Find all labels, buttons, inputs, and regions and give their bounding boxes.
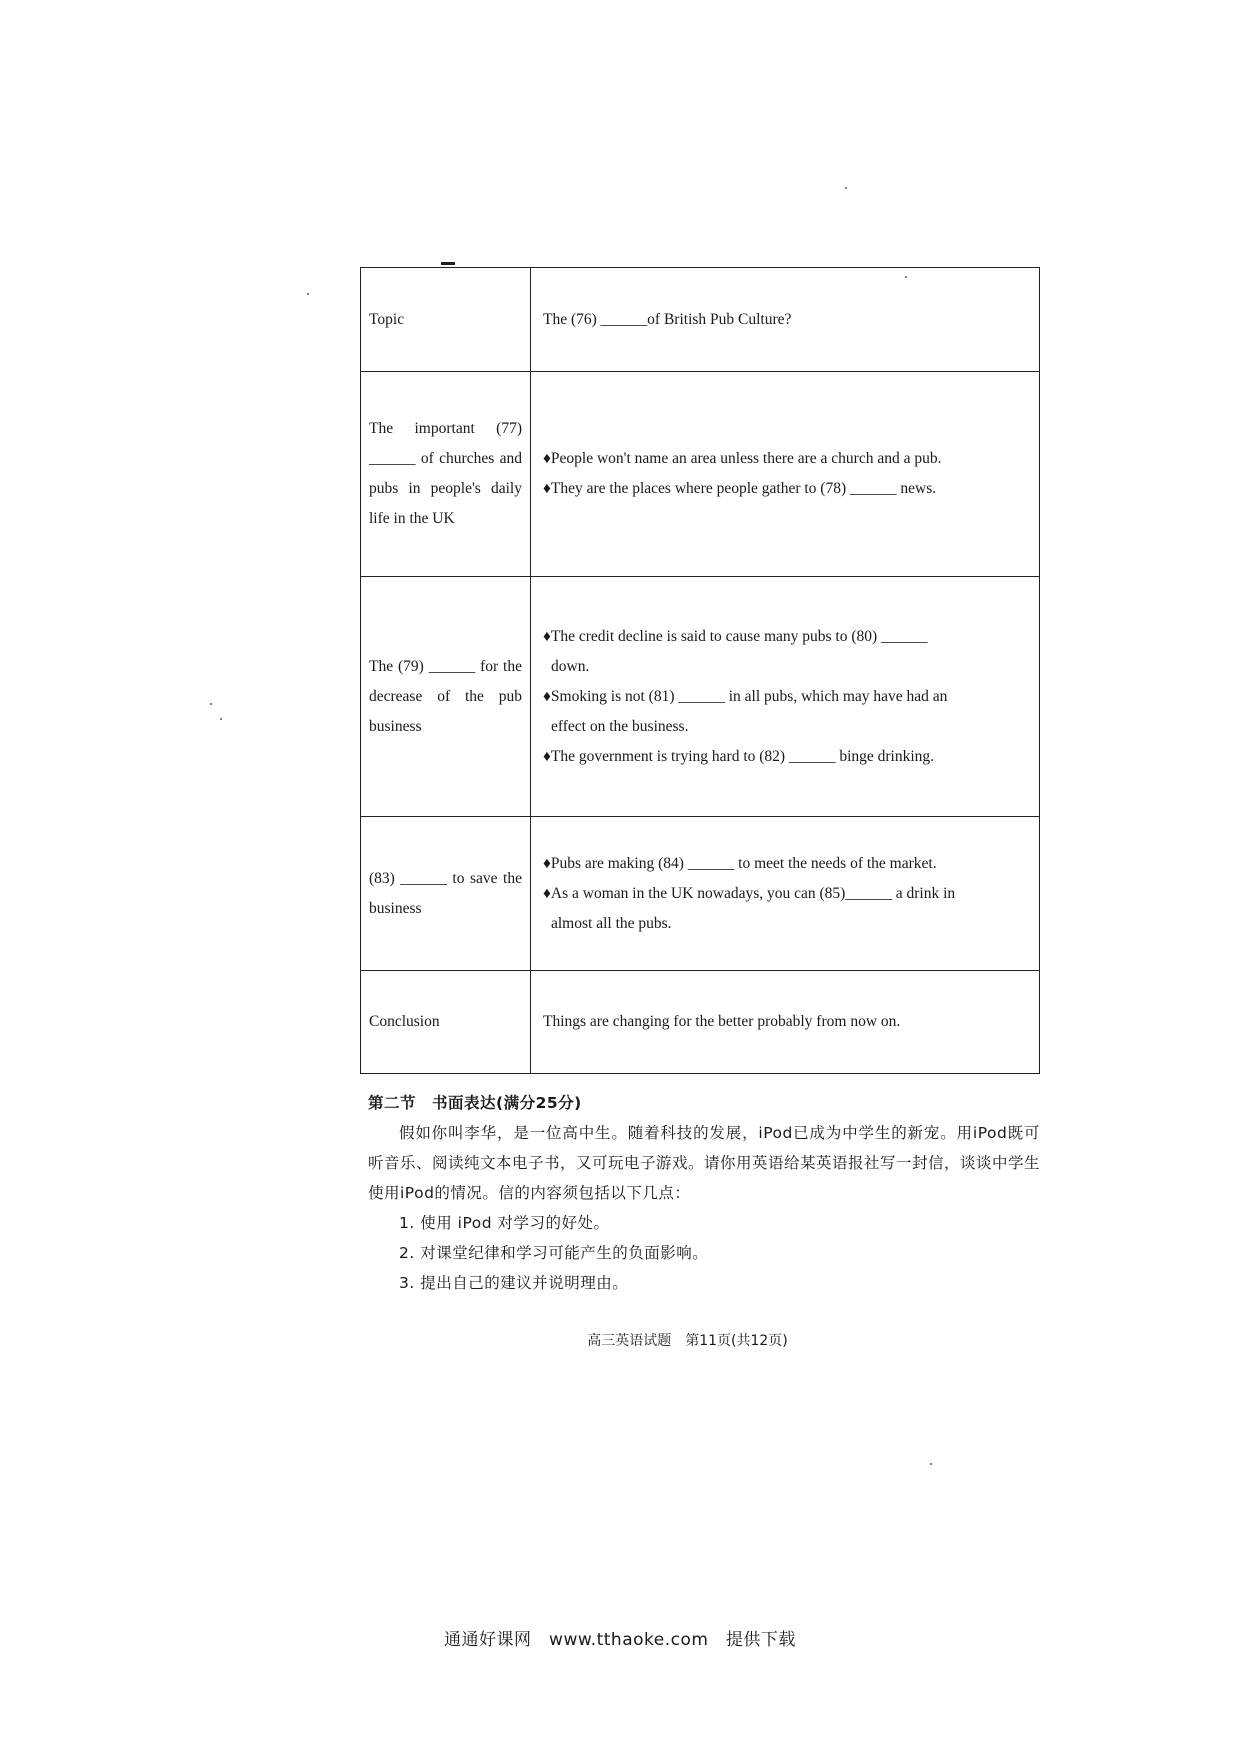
measures-label: (83) ______ to save the business [361, 817, 531, 971]
writing-heading: 第二节 书面表达(满分25分) [368, 1094, 582, 1112]
role-label: The important (77) ______ of churches and pubs in people's daily life in the UK [361, 372, 531, 577]
reasons-label: The (79) ______ for the decrease of the pub business [361, 577, 531, 817]
writing-section [368, 1088, 1040, 1298]
scan-speck [905, 276, 907, 278]
scan-speck [210, 703, 212, 705]
conclusion-label: Conclusion [361, 971, 531, 1074]
reasons-content [531, 577, 1040, 817]
writing-point-3: 3. 提出自己的建议并说明理由。 [399, 1274, 629, 1292]
role-content [531, 372, 1040, 577]
table-row-role [361, 372, 1040, 577]
reasons-bullet-2-cont: effect on the business. [551, 717, 689, 735]
measures-bullet-2-cont: almost all the pubs. [551, 914, 672, 932]
measures-bullet-2-first: ♦As a woman in the UK nowadays, you can (85)______ a drink in [543, 884, 956, 902]
measures-bullet-2 [543, 879, 1029, 939]
outline-table [360, 267, 1040, 1074]
measures-bullet-1 [543, 849, 1029, 879]
download-footer: 通通好课网 www.tthaoke.com 提供下载 [444, 1630, 796, 1650]
writing-point-2: 2. 对课堂纪律和学习可能产生的负面影响。 [399, 1244, 709, 1262]
role-bullet-2: ♦They are the places where people gather to (78) ______ news. [543, 480, 937, 497]
scan-speck [220, 718, 222, 720]
writing-point-1: 1. 使用 iPod 对学习的好处。 [399, 1214, 610, 1232]
reasons-bullet-2-first: ♦Smoking is not (81) ______ in all pubs, which may have had an [543, 687, 948, 705]
reasons-bullet-2 [543, 682, 1029, 742]
scan-speck [930, 1463, 932, 1465]
topic-text: The (76) ______of British Pub Culture? [531, 268, 1040, 372]
table-row-reasons [361, 577, 1040, 817]
scan-speck [307, 293, 309, 295]
scan-mark [441, 262, 455, 265]
table-row-topic [361, 268, 1040, 372]
measures-content [531, 817, 1040, 971]
role-bullet-1: ♦People won't name an area unless there are a church and a pub. [543, 450, 942, 467]
measures-bullet-1-first: ♦Pubs are making (84) ______ to meet the needs of the market. [543, 854, 937, 872]
reasons-bullet-1-cont: down. [551, 657, 590, 675]
reasons-bullet-1 [543, 622, 1029, 682]
table-row-measures [361, 817, 1040, 971]
conclusion-text: Things are changing for the better probably from now on. [531, 971, 1040, 1074]
writing-prompt: 假如你叫李华，是一位高中生。随着科技的发展，iPod已成为中学生的新宠。用iPod既可听音乐、阅读纯文本电子书，又可玩电子游戏。请你用英语给某英语报社写一封信，谈谈中学生使用iPod的情况。信的内容须包括以下几点： [368, 1124, 1041, 1202]
scan-speck [845, 187, 847, 189]
reasons-bullet-3 [543, 742, 1029, 772]
reasons-bullet-3-first: ♦The government is trying hard to (82) ______ binge drinking. [543, 747, 935, 765]
table-row-conclusion [361, 971, 1040, 1074]
topic-label: Topic [361, 268, 531, 372]
reasons-bullet-1-first: ♦The credit decline is said to cause many pubs to (80) ______ [543, 627, 928, 645]
page-footer: 高三英语试题 第11页(共12页) [587, 1333, 788, 1349]
